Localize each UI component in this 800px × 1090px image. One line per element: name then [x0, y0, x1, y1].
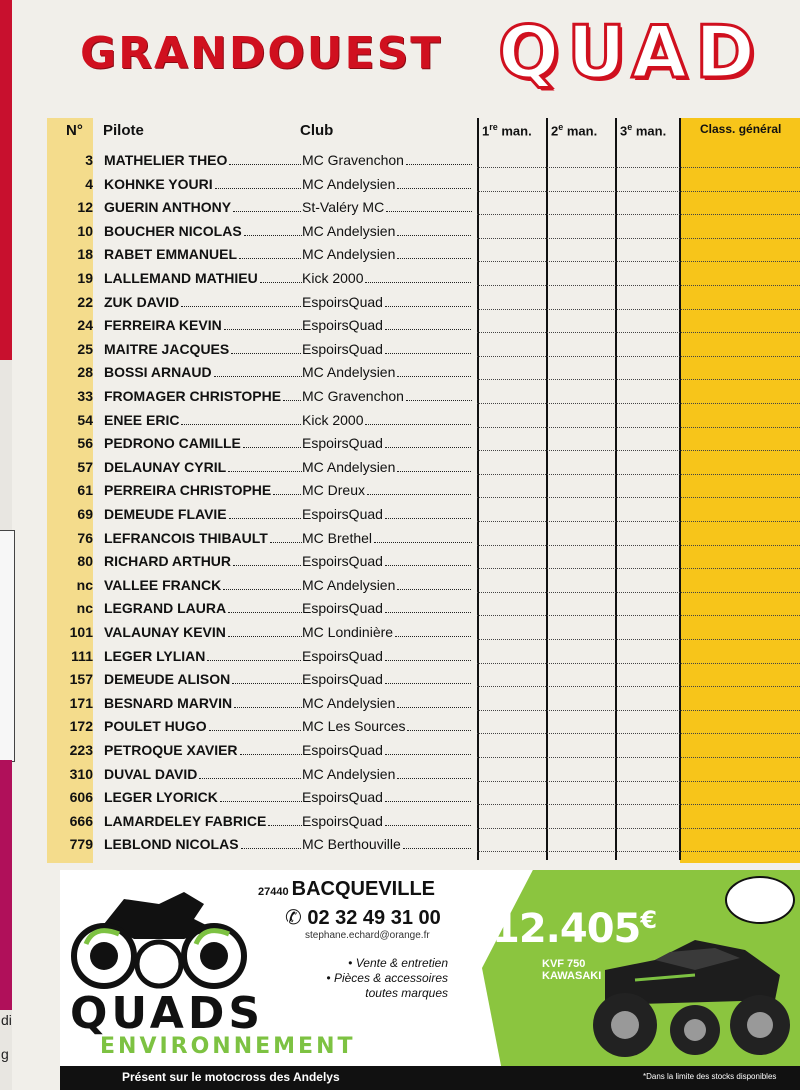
pilot-name: ENEE ERIC [104, 412, 302, 428]
pilot-club: MC Andelysien [302, 577, 472, 593]
row-leader-line [477, 851, 800, 852]
pilot-name: PETROQUE XAVIER [104, 742, 302, 758]
pilot-club: MC Andelysien [302, 695, 472, 711]
row-leader-line [477, 521, 800, 522]
pilot-club: MC Andelysien [302, 766, 472, 782]
pilot-club: Kick 2000 [302, 412, 472, 428]
pilot-club: MC Andelysien [302, 364, 472, 380]
table-row [47, 667, 800, 691]
table-row [47, 408, 800, 432]
row-leader-line [477, 474, 800, 475]
header-man3: 3e man. [620, 122, 667, 139]
pilot-name: LEGRAND LAURA [104, 600, 302, 616]
ad-footer-bar [60, 1066, 800, 1090]
dealer-address: 27440 BACQUEVILLE [258, 878, 435, 900]
title-grandouest: GRANDOUEST [80, 28, 443, 79]
table-row [47, 384, 800, 408]
pilot-name: FERREIRA KEVIN [104, 317, 302, 333]
pilot-name: LEBLOND NICOLAS [104, 836, 302, 852]
table-row [47, 596, 800, 620]
table-row [47, 762, 800, 786]
dealer-services: • Vente & entretien • Pièces & accessoires toutes marques [326, 956, 448, 1000]
pilot-club: EspoirsQuad [302, 671, 472, 687]
pilot-number: 80 [77, 553, 93, 570]
pilot-number: 111 [71, 647, 93, 664]
left-text-fragment-1: di [1, 1012, 12, 1028]
table-row [47, 290, 800, 314]
left-magenta-bar [0, 760, 12, 1010]
pilot-name: DEMEUDE ALISON [104, 671, 302, 687]
row-leader-line [477, 427, 800, 428]
pilot-number: 4 [85, 175, 93, 192]
pilot-number: 666 [69, 812, 93, 829]
header-num: N° [66, 122, 83, 139]
pilot-club: EspoirsQuad [302, 317, 472, 333]
quad-logo-icon [64, 884, 254, 994]
table-row [47, 738, 800, 762]
row-leader-line [477, 757, 800, 758]
pilot-club: Kick 2000 [302, 270, 472, 286]
pilot-name: LEGER LYLIAN [104, 648, 302, 664]
pilot-name: DELAUNAY CYRIL [104, 459, 302, 475]
pilot-name: POULET HUGO [104, 718, 302, 734]
table-row [47, 549, 800, 573]
pilot-name: LALLEMAND MATHIEU [104, 270, 302, 286]
pilot-number: 101 [69, 624, 93, 640]
pilot-number: 19 [77, 270, 93, 286]
pilot-name: LEFRANCOIS THIBAULT [104, 530, 302, 546]
pilot-club: MC Berthouville [302, 836, 472, 852]
table-row [47, 337, 800, 361]
title-quad: QUAD [498, 10, 763, 94]
pilot-name: MAITRE JACQUES [104, 341, 302, 357]
pilot-club: EspoirsQuad [302, 648, 472, 664]
pilot-name: DUVAL DAVID [104, 766, 302, 782]
pilot-name: RABET EMMANUEL [104, 246, 302, 262]
row-leader-line [477, 568, 800, 569]
pilot-club: MC Andelysien [302, 176, 472, 192]
pilot-number: 54 [77, 411, 93, 428]
row-leader-line [477, 191, 800, 192]
row-leader-line [477, 261, 800, 262]
table-row [47, 313, 800, 337]
row-leader-line [477, 733, 800, 734]
pilot-name: ZUK DAVID [104, 294, 302, 310]
left-text-fragment-2: g [1, 1046, 9, 1062]
pilot-name: DEMEUDE FLAVIE [104, 506, 302, 522]
pilot-number: 171 [69, 694, 93, 711]
ad-footer-text: Présent sur le motocross des Andelys [122, 1070, 340, 1084]
pilot-name: LEGER LYORICK [104, 789, 302, 805]
row-leader-line [477, 545, 800, 546]
pilot-club: MC Brethel [302, 530, 472, 546]
row-leader-line [477, 403, 800, 404]
pilot-name: BESNARD MARVIN [104, 695, 302, 711]
pilot-number: 57 [77, 458, 93, 475]
pilot-number: 12 [77, 199, 93, 216]
row-leader-line [477, 309, 800, 310]
header-club: Club [300, 122, 334, 139]
pilot-number: 10 [77, 222, 93, 239]
pilot-name: BOSSI ARNAUD [104, 364, 302, 380]
brand-environnement: ENVIRONNEMENT [100, 1034, 356, 1059]
federation-logo-icon [725, 876, 795, 924]
table-row [47, 832, 800, 856]
table-row [47, 502, 800, 526]
table-row [47, 526, 800, 550]
pilot-club: EspoirsQuad [302, 600, 472, 616]
pilot-name: VALAUNAY KEVIN [104, 624, 302, 640]
pilot-number: 157 [69, 671, 93, 688]
pilot-club: MC Dreux [302, 482, 472, 498]
row-leader-line [477, 639, 800, 640]
pilot-club: EspoirsQuad [302, 294, 472, 310]
table-row [47, 785, 800, 809]
table-row [47, 573, 800, 597]
header-man2: 2e man. [551, 122, 598, 139]
pilot-number: 28 [77, 364, 93, 381]
page-header [80, 10, 800, 95]
pilot-name: PERREIRA CHRISTOPHE [104, 482, 302, 498]
pilot-name: MATHELIER THEO [104, 152, 302, 168]
ad-disclaimer: *Dans la limite des stocks disponibles [643, 1072, 777, 1081]
table-row [47, 195, 800, 219]
table-row [47, 455, 800, 479]
header-pilote: Pilote [103, 122, 144, 139]
row-leader-line [477, 356, 800, 357]
row-leader-line [477, 167, 800, 168]
header-class-general: Class. général [700, 122, 782, 136]
table-row [47, 478, 800, 502]
table-row [47, 644, 800, 668]
pilot-club: EspoirsQuad [302, 742, 472, 758]
row-leader-line [477, 379, 800, 380]
row-leader-line [477, 285, 800, 286]
pilot-club: MC Andelysien [302, 223, 472, 239]
pilot-name: FROMAGER CHRISTOPHE [104, 388, 302, 404]
pilot-number: 24 [77, 317, 93, 334]
row-leader-line [477, 332, 800, 333]
pilot-name: LAMARDELEY FABRICE [104, 813, 302, 829]
pilot-name: PEDRONO CAMILLE [104, 435, 302, 451]
pilot-name: VALLEE FRANCK [104, 577, 302, 593]
pilot-club: EspoirsQuad [302, 506, 472, 522]
pilot-number: 22 [77, 293, 93, 310]
table-row [47, 809, 800, 833]
pilot-number: nc [76, 576, 93, 593]
pilot-number: 56 [77, 435, 93, 452]
row-leader-line [477, 592, 800, 593]
pilot-name: BOUCHER NICOLAS [104, 223, 302, 239]
row-leader-line [477, 450, 800, 451]
left-frame-fragment [0, 530, 15, 762]
table-row [47, 172, 800, 196]
pilot-club: EspoirsQuad [302, 553, 472, 569]
pilot-name: GUERIN ANTHONY [104, 199, 302, 215]
pilot-number: 18 [77, 246, 93, 263]
pilot-club: EspoirsQuad [302, 341, 472, 357]
dealer-email: stephane.echard@orange.fr [305, 930, 430, 941]
brand-quads: QUADS [70, 988, 265, 1039]
pilot-club: MC Les Sources [302, 718, 472, 734]
pilot-club: EspoirsQuad [302, 789, 472, 805]
row-leader-line [477, 710, 800, 711]
row-leader-line [477, 686, 800, 687]
row-leader-line [477, 615, 800, 616]
pilot-number: 223 [69, 742, 93, 758]
kawasaki-atv-icon [575, 930, 795, 1065]
left-red-bar [0, 0, 12, 360]
header-man1: 1re man. [482, 122, 532, 139]
row-leader-line [477, 663, 800, 664]
advertisement [60, 870, 800, 1090]
table-row [47, 620, 800, 644]
pilot-number: 61 [77, 482, 93, 499]
table-row [47, 242, 800, 266]
pilot-number: nc [76, 600, 93, 617]
row-leader-line [477, 214, 800, 215]
pilot-number: 69 [77, 506, 93, 522]
pilot-club: MC Londinière [302, 624, 472, 640]
pilot-number: 3 [85, 152, 93, 168]
pilot-number: 76 [77, 529, 93, 546]
pilot-club: MC Andelysien [302, 246, 472, 262]
table-row [47, 266, 800, 290]
pilot-number: 606 [69, 789, 93, 806]
pilot-club: EspoirsQuad [302, 435, 472, 451]
pilot-number: 33 [77, 388, 93, 404]
pilot-name: KOHNKE YOURI [104, 176, 302, 192]
table-row [47, 219, 800, 243]
pilot-club: EspoirsQuad [302, 813, 472, 829]
pilot-number: 25 [77, 340, 93, 357]
promo-model: KVF 750 KAWASAKI [542, 958, 602, 982]
pilot-club: St-Valéry MC [302, 199, 472, 215]
row-leader-line [477, 238, 800, 239]
pilot-club: MC Andelysien [302, 459, 472, 475]
pilot-number: 310 [69, 765, 93, 782]
dealer-phone: ✆ 02 32 49 31 00 [285, 907, 441, 929]
row-leader-line [477, 497, 800, 498]
table-row [47, 431, 800, 455]
pilot-number: 172 [69, 718, 93, 735]
table-row [47, 714, 800, 738]
table-row [47, 360, 800, 384]
pilot-name: RICHARD ARTHUR [104, 553, 302, 569]
pilot-club: MC Gravenchon [302, 388, 472, 404]
row-leader-line [477, 804, 800, 805]
table-row [47, 148, 800, 172]
pilot-number: 779 [69, 836, 93, 853]
row-leader-line [477, 781, 800, 782]
row-leader-line [477, 828, 800, 829]
table-row [47, 691, 800, 715]
pilot-club: MC Gravenchon [302, 152, 472, 168]
promo-price: 12.405€ [492, 906, 657, 952]
